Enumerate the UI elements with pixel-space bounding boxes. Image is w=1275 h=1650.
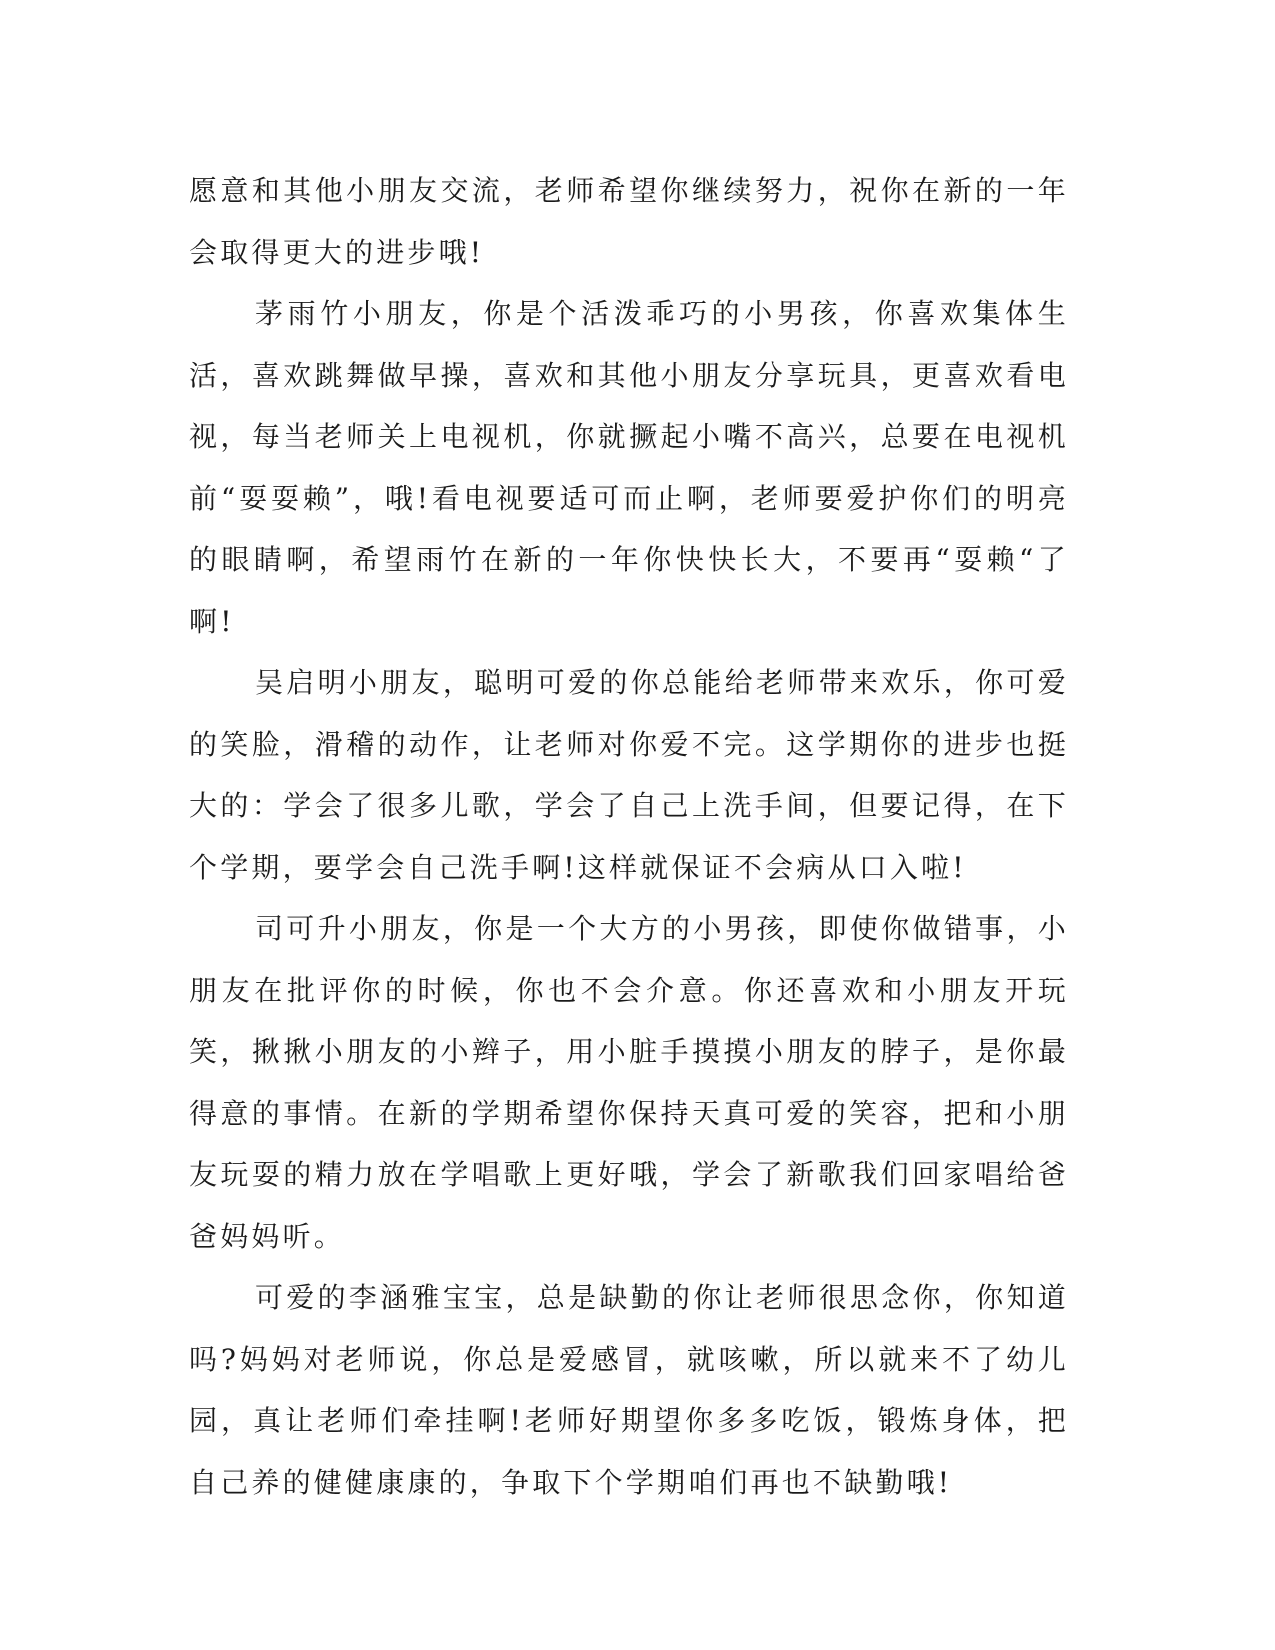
paragraph-continuation: 愿意和其他小朋友交流，老师希望你继续努力，祝你在新的一年会取得更大的进步哦!	[189, 174, 1069, 269]
paragraph-wu-qiming: 吴启明小朋友，聪明可爱的你总能给老师带来欢乐，你可爱的笑脸，滑稽的动作，让老师对你爱不完。这学期你的进步也挺大的：学会了很多儿歌，学会了自己上洗手间，但要记得，在下个学期，要学会自己洗手啊!这样就保证不会病从口入啦!	[189, 666, 1069, 884]
paragraph-si-kesheng: 司可升小朋友，你是一个大方的小男孩，即使你做错事，小朋友在批评你的时候，你也不会介意。你还喜欢和小朋友开玩笑，揪揪小朋友的小辫子，用小脏手摸摸小朋友的脖子，是你最得意的事情。在新的学期希望你保持天真可爱的笑容，把和小朋友玩耍的精力放在学唱歌上更好哦，学会了新歌我们回家唱给爸爸妈妈听。	[189, 912, 1069, 1253]
paragraph-li-hanya: 可爱的李涵雅宝宝，总是缺勤的你让老师很思念你，你知道吗?妈妈对老师说，你总是爱感冒，就咳嗽，所以就来不了幼儿园，真让老师们牵挂啊!老师好期望你多多吃饭，锻炼身体，把自己养的健健康康的，争取下个学期咱们再也不缺勤哦!	[189, 1281, 1069, 1499]
paragraph-mao-yuzhu: 茅雨竹小朋友，你是个活泼乖巧的小男孩，你喜欢集体生活，喜欢跳舞做早操，喜欢和其他小朋友分享玩具，更喜欢看电视，每当老师关上电视机，你就撅起小嘴不高兴，总要在电视机前“耍耍赖”，哦!看电视要适可而止啊，老师要爱护你们的明亮的眼睛啊，希望雨竹在新的一年你快快长大，不要再“耍赖“了啊!	[189, 297, 1069, 638]
document-body	[189, 160, 1069, 1513]
